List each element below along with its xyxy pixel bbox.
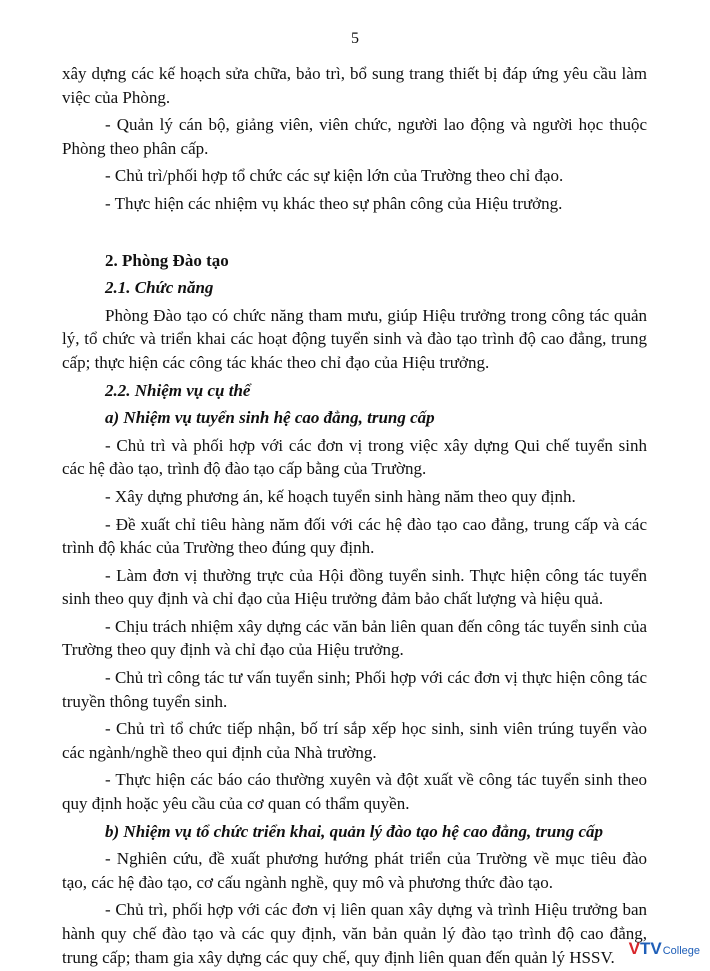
paragraph: xây dựng các kế hoạch sửa chữa, bảo trì, bổ sung trang thiết bị đáp ứng yêu cầu làm việc của Phòng. (62, 64, 647, 107)
paragraph: - Đề xuất chỉ tiêu hàng năm đối với các hệ đào tạo cao đẳng, trung cấp và các trình độ khác của Trường theo đúng quy định. (62, 514, 647, 558)
paragraph: - Nghiên cứu, đề xuất phương hướng phát triển của Trường về mục tiêu đào tạo, các hệ đào tạo, cơ cấu ngành nghề, quy mô và phương thức đào tạo. (62, 849, 647, 892)
paragraph: - Làm đơn vị thường trực của Hội đồng tuyển sinh. Thực hiện công tác tuyển sinh theo quy định và chỉ đạo của Hiệu trưởng đảm bảo chất lượng và hiệu quả. (62, 565, 647, 609)
document-body (62, 62, 647, 969)
paragraph: - Quản lý cán bộ, giảng viên, viên chức, người lao động và người học thuộc Phòng theo phân cấp. (62, 115, 647, 158)
vtv-college-watermark (629, 939, 700, 959)
subsection-heading: a) Nhiệm vụ tuyển sinh hệ cao đẳng, trung cấp (105, 408, 435, 428)
paragraph: - Chủ trì/phối hợp tổ chức các sự kiện lớn của Trường theo chỉ đạo. (105, 166, 564, 186)
subsection-heading: b) Nhiệm vụ tổ chức triển khai, quản lý đào tạo hệ cao đẳng, trung cấp (105, 821, 604, 841)
paragraph: - Chịu trách nhiệm xây dựng các văn bản liên quan đến công tác tuyển sinh của Trường theo quy định và chỉ đạo của Hiệu trưởng. (62, 616, 647, 660)
paragraph: - Xây dựng phương án, kế hoạch tuyển sinh hàng năm theo quy định. (105, 486, 576, 506)
watermark-v: V (628, 939, 640, 958)
section-heading: 2. Phòng Đào tạo (105, 250, 229, 270)
subsection-heading: 2.2. Nhiệm vụ cụ thể (105, 380, 251, 400)
paragraph: - Chủ trì và phối hợp với các đơn vị trong việc xây dựng Qui chế tuyển sinh các hệ đào tạo, trình độ đào tạo cấp bằng của Trường. (62, 435, 647, 479)
subsection-heading: 2.1. Chức năng (105, 278, 214, 298)
watermark-tv: TV (639, 939, 662, 958)
page-number: 5 (351, 30, 359, 47)
watermark-college: College (662, 945, 700, 957)
paragraph: - Chủ trì, phối hợp với các đơn vị liên quan xây dựng và trình Hiệu trưởng ban hành quy chế đào tạo và các quy định, văn bản quản lý đào tạo trình độ cao đẳng, trung cấp; tham gia xây dựng các quy chế, quy định liên quan đến quản lý HSSV. (62, 900, 647, 967)
paragraph: - Thực hiện các nhiệm vụ khác theo sự phân công của Hiệu trưởng. (105, 193, 563, 213)
paragraph: - Chủ trì tổ chức tiếp nhận, bố trí sắp xếp học sinh, sinh viên trúng tuyển vào các ngành/nghề theo qui định của Nhà trường. (62, 719, 647, 762)
paragraph: Phòng Đào tạo có chức năng tham mưu, giúp Hiệu trưởng trong công tác quản lý, tổ chức và triển khai các hoạt động tuyển sinh và đào tạo trình độ cao đẳng, trung cấp; thực hiện các công tác khác theo chỉ đạo của Hiệu trưởng. (62, 305, 647, 372)
paragraph: - Thực hiện các báo cáo thường xuyên và đột xuất về công tác tuyển sinh theo quy định hoặc yêu cầu của cơ quan có thẩm quyền. (62, 770, 647, 814)
paragraph: - Chủ trì công tác tư vấn tuyển sinh; Phối hợp với các đơn vị thực hiện công tác truyền thông tuyển sinh. (62, 668, 647, 711)
